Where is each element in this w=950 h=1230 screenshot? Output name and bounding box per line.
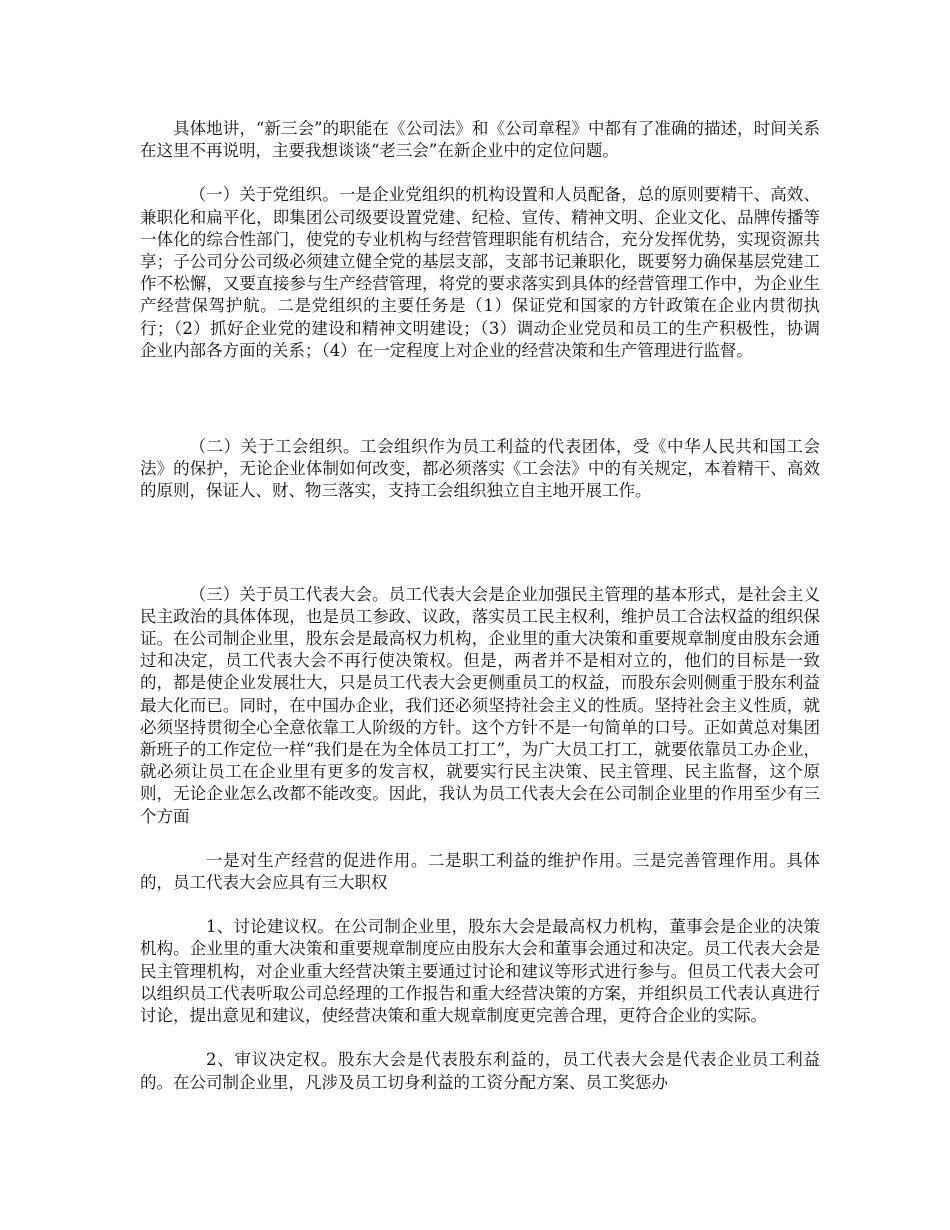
paragraph-employee-congress: （三）关于员工代表大会。员工代表大会是企业加强民主管理的基本形式，是社会主义民主政治的具体体现，也是员工参政、议政，落实员工民主权利，维护员工合法权益的组织保证。在公司制企业里，股东会是最高权力机构，企业里的重大决策和重要规章制度由股东会通过和决定，员工代表大会不再行使决策权。但是，两者并不是相对立的，他们的目标是一致的，都是使企业发展壮大，只是员工代表大会更侧重员工的权益，而股东会则侧重于股东利益最大化而已。同时，在中国办企业，我们还必须坚持社会主义的性质。坚持社会主义性质，就必须坚持贯彻全心全意依靠工人阶级的方针。这个方针不是一句简单的口号。正如黄总对集团新班子的工作定位一样“我们是在为全体员工打工”，为广大员工打工，就要依靠员工办企业，就必须让员工在企业里有更多的发言权，就要实行民主决策、民主管理、民主监督，这个原则，无论企业怎么改都不能改变。因此，我认为员工代表大会在公司制企业里的作用至少有三个方面 [140,584,820,826]
paragraph-intro: 具体地讲，“新三会”的职能在《公司法》和《公司章程》中都有了准确的描述，时间关系在这里不再说明，主要我想谈谈“老三会”在新企业中的定位问题。 [140,119,820,161]
document-body [140,118,820,1094]
paragraph-discussion-right: 1、讨论建议权。在公司制企业里，股东大会是最高权力机构，董事会是企业的决策机构。企业里的重大决策和重要规章制度应由股东大会和董事会通过和决定。员工代表大会是民主管理机构，对企业重大经营决策主要通过讨论和建议等形式进行参与。但员工代表大会可以组织员工代表听取公司总经理的工作报告和重大经营决策的方案，并组织员工代表认真进行讨论，提出意见和建议，使经营决策和重大规章制度更完善合理，更符合企业的实际。 [140,917,820,1026]
paragraph-three-roles: 一是对生产经营的促进作用。二是职工利益的维护作用。三是完善管理作用。具体的，员工代表大会应具有三大职权 [140,850,820,893]
paragraph-review-right: 2、审议决定权。股东大会是代表股东利益的，员工代表大会是代表企业员工利益的。在公司制企业里，凡涉及员工切身利益的工资分配方案、员工奖惩办 [140,1050,820,1092]
paragraph-trade-union: （二）关于工会组织。工会组织作为员工利益的代表团体，受《中华人民共和国工会法》的保护，无论企业体制如何改变，都必须落实《工会法》中的有关规定，本着精干、高效的原则，保证人、财、物三落实，支持工会组织独立自主地开展工作。 [140,437,820,501]
paragraph-party-organization: （一）关于党组织。一是企业党组织的机构设置和人员配备，总的原则要精干、高效、兼职化和扁平化，即集团公司级要设置党建、纪检、宣传、精神文明、企业文化、品牌传播等一体化的综合性部门，使党的专业机构与经营管理职能有机结合，充分发挥优势，实现资源共享；子公司分公司级必须建立健全党的基层支部，支部书记兼职化，既要努力确保基层党建工作不松懈，又要直接参与生产经营管理，将党的要求落实到具体的经营管理工作中，为企业生产经营保驾护航。二是党组织的主要任务是（1）保证党和国家的方针政策在企业内贯彻执行；（2）抓好企业党的建设和精神文明建设；（3）调动企业党员和员工的生产积极性，协调企业内部各方面的关系；（4）在一定程度上对企业的经营决策和生产管理进行监督。 [140,185,820,360]
